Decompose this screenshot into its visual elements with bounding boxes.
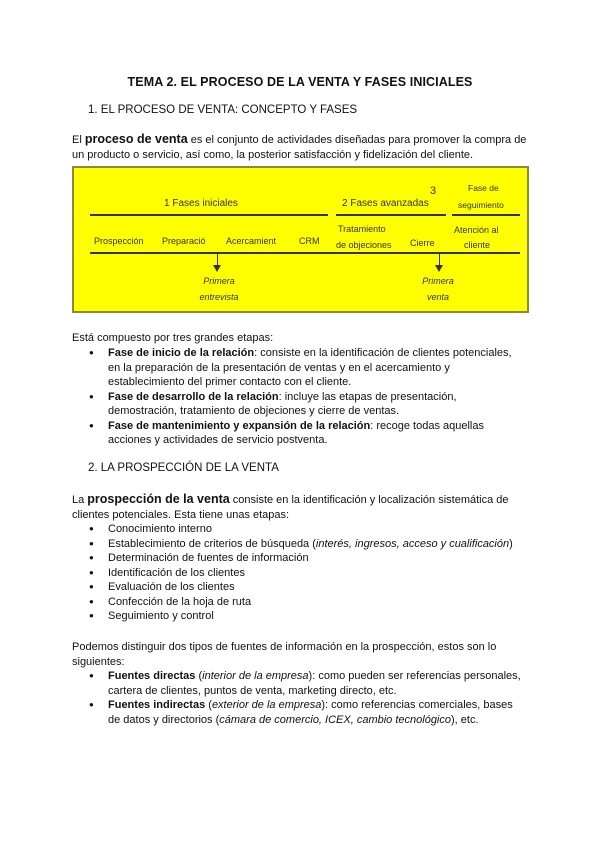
criteria-close: ) [509, 537, 513, 550]
section-2-heading: 2. LA PROSPECCIÓN DE LA VENTA [88, 462, 279, 474]
intro-line1-rest: es el conjunto de actividades diseñadas para promover la compra de [187, 134, 527, 146]
phase-2-label: 2 Fases avanzadas [342, 198, 429, 209]
stage-1-line1: : consiste en la identificación de clientes potenciales, [254, 347, 512, 359]
phase-3-line2: seguimiento [458, 200, 504, 210]
list-item [72, 346, 528, 390]
list-item: ● Confección de la hoja de ruta [72, 595, 528, 610]
phase-3-line [452, 214, 520, 216]
sources-intro [72, 640, 528, 669]
indirect-rest: ): como referencias comerciales, bases [321, 699, 513, 711]
stage-1-line2: en la preparación de la presentación de ventas y en el acercamiento y [108, 361, 450, 374]
document-title: TEMA 2. EL PROCESO DE LA VENTA Y FASES INICIALES [127, 75, 473, 89]
stage-2-line1: : incluye las etapas de presentación, [278, 390, 457, 403]
stage-1-line3: establecimiento del primer contacto con el cliente. [108, 376, 352, 388]
step-atencion-2: cliente [464, 240, 491, 250]
indirect-open: ( [205, 699, 212, 711]
stages-intro: Está compuesto por tres grandes etapas: [72, 332, 274, 344]
step-tratamiento-2: de objeciones [336, 240, 392, 250]
step-prospeccion: Prospección [94, 236, 144, 246]
term-proceso-de-venta: proceso de venta [84, 132, 188, 146]
list-item: ● Conocimiento interno [72, 522, 528, 537]
sources-intro-line1: Podemos distinguir dos tipos de fuentes de información en la prospección, estos son lo [72, 641, 497, 653]
intro-prefix: El [72, 134, 85, 146]
direct-rest: ): como pueden ser referencias personales, [308, 670, 521, 682]
stage-1-term: Fase de inicio de la relación [108, 347, 255, 359]
indirect-line2-prefix: de datos y directorios ( [108, 713, 220, 726]
phase-1-label: 1 Fases iniciales [164, 198, 238, 209]
section-1-intro [72, 132, 528, 162]
step-cierre: Cierre [410, 238, 435, 248]
direct-italic: interior de la empresa [202, 670, 309, 682]
list-item: ● Seguimiento y control [72, 609, 528, 624]
step-atencion-1: Atención al [454, 225, 499, 235]
step-acercamiento: Acercamient [226, 236, 277, 246]
milestone-1-line2: entrevista [199, 292, 239, 302]
term-prospeccion: prospección de la venta [87, 492, 230, 506]
phase-3-number: 3 [430, 185, 437, 197]
indirect-line2-suffix: ), etc. [451, 713, 479, 726]
sales-process-diagram [72, 166, 529, 313]
criteria-italic: interés, ingresos, acceso y cualificación [315, 537, 510, 550]
list-item [72, 390, 528, 419]
direct-term: Fuentes directas [108, 670, 196, 682]
section-1-heading: 1. EL PROCESO DE VENTA: CONCEPTO Y FASES [88, 104, 358, 116]
direct-open: ( [195, 670, 203, 682]
steps-baseline [90, 252, 520, 254]
intro2-line2: clientes potenciales. Esta tiene unas etapas: [72, 508, 290, 521]
milestone-1-line1: Primera [203, 276, 235, 286]
phase-2-line [336, 214, 446, 216]
list-item: ● Determinación de fuentes de información [72, 551, 528, 566]
stages-list [72, 346, 528, 448]
prospection-steps [72, 522, 528, 624]
step-preparacion: Preparació [162, 236, 206, 246]
arrow-1-head [213, 265, 221, 272]
list-item [72, 669, 528, 698]
stage-3-line2: acciones y actividades de servicio postventa. [108, 434, 328, 446]
list-item [72, 537, 528, 552]
list-item: ● Identificación de los clientes [72, 566, 528, 581]
list-item: ● Evaluación de los clientes [72, 580, 528, 595]
indirect-italic: exterior de la empresa [211, 699, 322, 711]
milestone-2-line2: venta [426, 292, 450, 302]
section-2-intro [72, 492, 528, 522]
list-item [72, 698, 528, 727]
criteria-prefix: Establecimiento de criterios de búsqueda ( [108, 537, 316, 550]
intro2-line1-rest: consiste en la identificación y localización sistemática de [229, 494, 509, 506]
indirect-term: Fuentes indirectas [108, 699, 206, 711]
stage-2-term: Fase de desarrollo de la relación [108, 390, 279, 403]
indirect-line2-italic: cámara de comercio, ICEX, cambio tecnológico [219, 713, 451, 726]
arrow-2-head [435, 265, 443, 272]
phase-3-line1: Fase de [468, 183, 499, 193]
stage-2-line2: demostración, tratamiento de objeciones y cierre de ventas. [108, 405, 400, 417]
step-crm: CRM [299, 236, 320, 246]
sources-list [72, 669, 528, 727]
stage-3-line1: : recoge todas aquellas [370, 419, 484, 432]
sources-intro-line2: siguientes: [72, 655, 125, 668]
intro2-prefix: La [72, 494, 88, 506]
milestone-2-line1: Primera [422, 276, 454, 286]
direct-line2: cartera de clientes, puntos de venta, marketing directo, etc. [108, 684, 397, 697]
list-item [72, 419, 528, 448]
intro-line2: un producto o servicio, así como, la posterior satisfacción y fidelización del cliente. [72, 148, 474, 161]
phase-1-line [90, 214, 328, 216]
step-tratamiento-1: Tratamiento [338, 224, 386, 234]
stage-3-term: Fase de mantenimiento y expansión de la relación [108, 419, 371, 432]
